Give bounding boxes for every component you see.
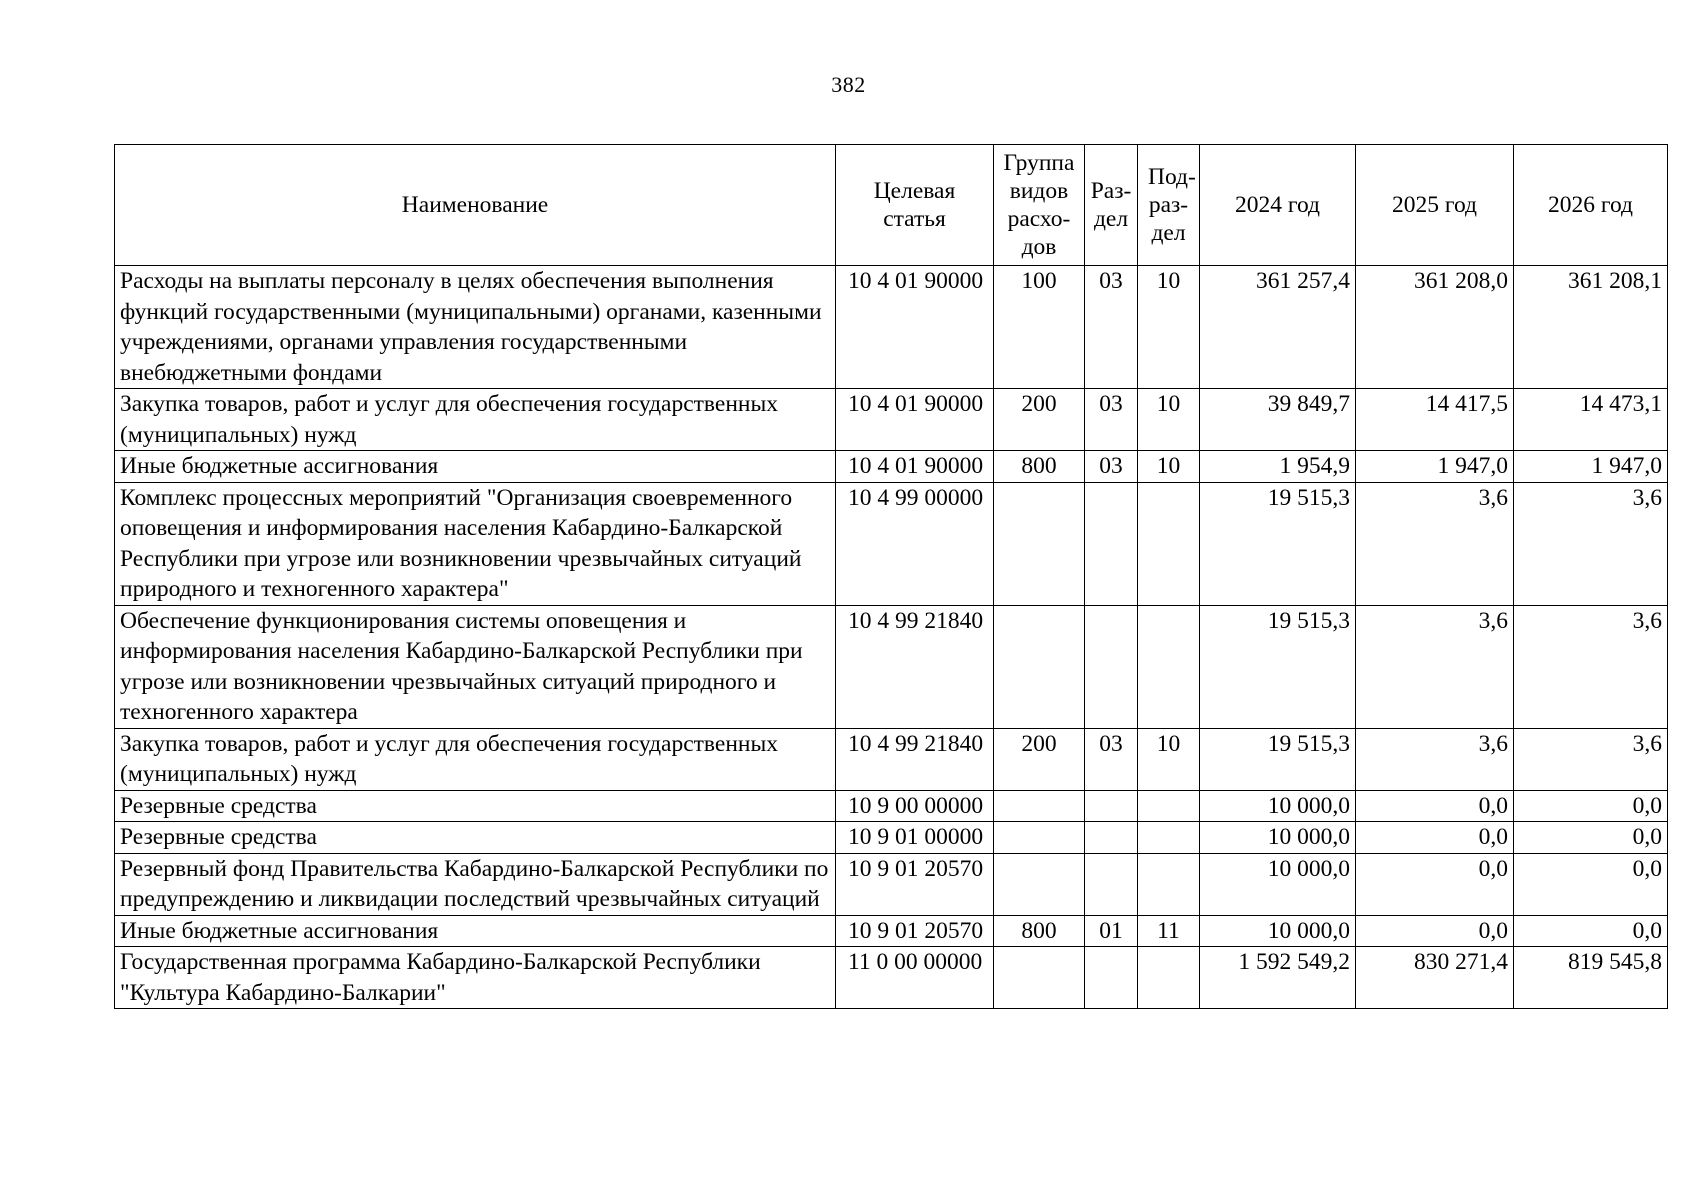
cell-2026: 361 208,1	[1514, 266, 1668, 389]
cell-2024: 1 954,9	[1200, 451, 1356, 483]
cell-expense-group: 800	[994, 451, 1085, 483]
cell-2024: 10 000,0	[1200, 915, 1356, 947]
cell-section: 03	[1085, 728, 1138, 790]
cell-2026: 3,6	[1514, 482, 1668, 605]
header-code: Целевая статья	[836, 145, 994, 266]
header-subsection: Под-раз-дел	[1138, 145, 1200, 266]
table-row	[115, 947, 1668, 1009]
header-2025: 2025 год	[1356, 145, 1514, 266]
table-row	[115, 822, 1668, 854]
cell-target-article: 10 9 01 20570	[836, 915, 994, 947]
cell-2024: 10 000,0	[1200, 822, 1356, 854]
cell-2024: 10 000,0	[1200, 853, 1356, 915]
cell-section: 03	[1085, 451, 1138, 483]
cell-name: Резервный фонд Правительства Кабардино-Балкарской Республики по предупреждению и ликвидации последствий чрезвычайных ситуаций	[115, 853, 836, 915]
cell-name: Комплекс процессных мероприятий "Организация своевременного оповещения и информирования населения Кабардино-Балкарской Республики при угрозе или возникновении чрезвычайных ситуаций природного и техногенного характера"	[115, 482, 836, 605]
cell-2024: 19 515,3	[1200, 482, 1356, 605]
cell-subsection	[1138, 790, 1200, 822]
cell-expense-group	[994, 947, 1085, 1009]
cell-2026: 3,6	[1514, 605, 1668, 728]
cell-expense-group: 200	[994, 389, 1085, 451]
cell-2026: 0,0	[1514, 853, 1668, 915]
cell-2024: 39 849,7	[1200, 389, 1356, 451]
cell-2026: 3,6	[1514, 728, 1668, 790]
cell-section: 03	[1085, 389, 1138, 451]
cell-section: 01	[1085, 915, 1138, 947]
cell-target-article: 10 4 99 21840	[836, 728, 994, 790]
table-row	[115, 605, 1668, 728]
cell-2025: 14 417,5	[1356, 389, 1514, 451]
cell-2024: 19 515,3	[1200, 728, 1356, 790]
cell-2026: 1 947,0	[1514, 451, 1668, 483]
header-2024: 2024 год	[1200, 145, 1356, 266]
cell-2025: 1 947,0	[1356, 451, 1514, 483]
cell-2024: 10 000,0	[1200, 790, 1356, 822]
cell-expense-group: 200	[994, 728, 1085, 790]
cell-2025: 0,0	[1356, 853, 1514, 915]
cell-section	[1085, 853, 1138, 915]
cell-subsection	[1138, 822, 1200, 854]
cell-name: Иные бюджетные ассигнования	[115, 915, 836, 947]
cell-2025: 3,6	[1356, 728, 1514, 790]
cell-expense-group	[994, 482, 1085, 605]
table-row	[115, 389, 1668, 451]
cell-subsection	[1138, 482, 1200, 605]
cell-target-article: 10 4 99 21840	[836, 605, 994, 728]
cell-section	[1085, 947, 1138, 1009]
cell-subsection	[1138, 947, 1200, 1009]
cell-expense-group	[994, 790, 1085, 822]
cell-target-article: 11 0 00 00000	[836, 947, 994, 1009]
cell-name: Государственная программа Кабардино-Балкарской Республики "Культура Кабардино-Балкарии"	[115, 947, 836, 1009]
cell-target-article: 10 4 01 90000	[836, 266, 994, 389]
cell-2024: 361 257,4	[1200, 266, 1356, 389]
cell-expense-group: 800	[994, 915, 1085, 947]
cell-name: Резервные средства	[115, 790, 836, 822]
cell-2025: 3,6	[1356, 482, 1514, 605]
cell-2026: 0,0	[1514, 915, 1668, 947]
table-row	[115, 915, 1668, 947]
cell-expense-group	[994, 605, 1085, 728]
cell-section	[1085, 790, 1138, 822]
cell-section	[1085, 482, 1138, 605]
cell-section: 03	[1085, 266, 1138, 389]
table-header-row	[115, 145, 1668, 266]
cell-name: Обеспечение функционирования системы оповещения и информирования населения Кабардино-Балкарской Республики при угрозе или возникновении чрезвычайных ситуаций природного и техногенного характера	[115, 605, 836, 728]
cell-2026: 0,0	[1514, 790, 1668, 822]
cell-target-article: 10 4 99 00000	[836, 482, 994, 605]
cell-target-article: 10 9 01 00000	[836, 822, 994, 854]
cell-expense-group	[994, 822, 1085, 854]
cell-2025: 830 271,4	[1356, 947, 1514, 1009]
cell-target-article: 10 4 01 90000	[836, 389, 994, 451]
cell-expense-group: 100	[994, 266, 1085, 389]
table-row	[115, 853, 1668, 915]
cell-subsection: 11	[1138, 915, 1200, 947]
cell-2025: 0,0	[1356, 822, 1514, 854]
budget-table	[114, 144, 1668, 1009]
cell-2026: 0,0	[1514, 822, 1668, 854]
cell-2025: 3,6	[1356, 605, 1514, 728]
cell-name: Иные бюджетные ассигнования	[115, 451, 836, 483]
cell-2024: 1 592 549,2	[1200, 947, 1356, 1009]
cell-name: Закупка товаров, работ и услуг для обеспечения государственных (муниципальных) нужд	[115, 389, 836, 451]
table-row	[115, 266, 1668, 389]
table-row	[115, 451, 1668, 483]
cell-name: Расходы на выплаты персоналу в целях обеспечения выполнения функций государственными (муниципальными) органами, казенными учреждениями, органами управления государственными внебюджетными фондами	[115, 266, 836, 389]
table-row	[115, 482, 1668, 605]
cell-2025: 0,0	[1356, 790, 1514, 822]
cell-target-article: 10 4 01 90000	[836, 451, 994, 483]
table-body	[115, 266, 1668, 1009]
cell-2024: 19 515,3	[1200, 605, 1356, 728]
cell-expense-group	[994, 853, 1085, 915]
page-number: 382	[831, 72, 866, 97]
cell-target-article: 10 9 01 20570	[836, 853, 994, 915]
cell-subsection: 10	[1138, 389, 1200, 451]
header-name: Наименование	[115, 145, 836, 266]
cell-2026: 819 545,8	[1514, 947, 1668, 1009]
cell-name: Закупка товаров, работ и услуг для обеспечения государственных (муниципальных) нужд	[115, 728, 836, 790]
table-row	[115, 728, 1668, 790]
cell-subsection	[1138, 605, 1200, 728]
header-group: Группа видов расхо-дов	[994, 145, 1085, 266]
cell-2026: 14 473,1	[1514, 389, 1668, 451]
cell-2025: 0,0	[1356, 915, 1514, 947]
cell-2025: 361 208,0	[1356, 266, 1514, 389]
cell-subsection: 10	[1138, 266, 1200, 389]
header-2026: 2026 год	[1514, 145, 1668, 266]
cell-subsection: 10	[1138, 728, 1200, 790]
header-section: Раз-дел	[1085, 145, 1138, 266]
cell-target-article: 10 9 00 00000	[836, 790, 994, 822]
cell-subsection: 10	[1138, 451, 1200, 483]
cell-subsection	[1138, 853, 1200, 915]
cell-section	[1085, 605, 1138, 728]
cell-name: Резервные средства	[115, 822, 836, 854]
cell-section	[1085, 822, 1138, 854]
table-row	[115, 790, 1668, 822]
